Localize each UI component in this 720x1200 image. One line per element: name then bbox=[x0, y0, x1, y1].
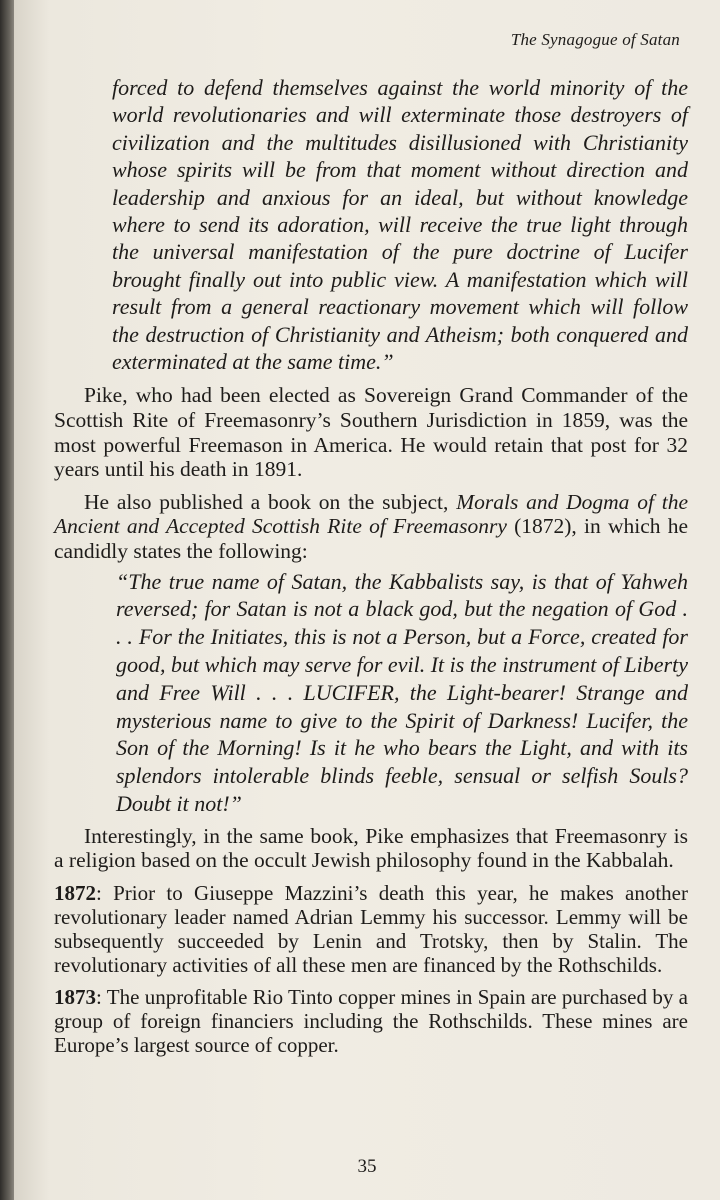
timeline-entry-1873 bbox=[54, 985, 688, 1057]
block-quote-lucifer-doctrine: forced to defend themselves against the world minority of the world revolutionaries and will exterminate those destroyers of civilization and the multitudes disillusioned with Christianity whose spirits will be from that moment without direction and leadership and anxious for an ideal, but without knowledge where to send its adoration, will receive the true light through the universal manifestation of the pure doctrine of Lucifer brought finally out into public view. A manifestation which will result from a general reactionary movement which will follow the destruction of Christianity and Atheism; both conquered and exterminated at the same time.” bbox=[112, 75, 688, 375]
timeline-entry-1872 bbox=[54, 881, 688, 977]
paragraph-freemasonry-religion: Interestingly, in the same book, Pike emphasizes that Freemasonry is a religion based on the occult Jewish philosophy found in the Kabbalah. bbox=[54, 823, 688, 873]
running-head: The Synagogue of Satan bbox=[510, 30, 680, 49]
paragraph-pike-grand-commander: Pike, who had been elected as Sovereign Grand Commander of the Scottish Rite of Freemasonry’s Southern Jurisdiction in 1859, was the most powerful Freemason in America. He would retain that post for 32 years until his death in 1891. bbox=[54, 383, 688, 482]
page-body bbox=[54, 74, 688, 1057]
paragraph-text-before: He also published a book on the subject, bbox=[84, 489, 457, 514]
page-number: 35 bbox=[357, 1156, 377, 1177]
paragraph-text-after: (1872), in which he candidly states the following: bbox=[54, 514, 688, 564]
paragraph-morals-and-dogma bbox=[54, 490, 688, 564]
entry-text: : The unprofitable Rio Tinto copper mines in Spain are purchased by a group of foreign financiers including the Rothschilds. These mines are Europe’s largest source of copper. bbox=[54, 984, 688, 1057]
book-page bbox=[14, 0, 720, 1200]
entry-year: 1873 bbox=[54, 984, 96, 1009]
block-quote-satan-name: “The true name of Satan, the Kabbalists say, is that of Yahweh reversed; for Satan is not a black god, but the negation of God . . . For the Initiates, this is not a Person, but a Force, created for good, but which may serve for evil. It is the instrument of Liberty and Free Will . . . LUCIFER, the Light-bearer! Strange and mysterious name to give to the Spirit of Darkness! Lucifer, the Son of the Morning! Is it he who bears the Light, and with its splendors intolerable blinds feeble, sensual or selfish Souls? Doubt it not!” bbox=[116, 568, 688, 816]
book-title: Morals and Dogma of the Ancient and Accepted Scottish Rite of Freemasonry bbox=[54, 489, 688, 539]
entry-year: 1872 bbox=[54, 880, 96, 905]
entry-text: : Prior to Giuseppe Mazzini’s death this year, he makes another revolutionary leader named Adrian Lemmy his successor. Lemmy will be subsequently succeeded by Lenin and Trotsky, then by Stalin. The revolutionary activities of all these men are financed by the Rothschilds. bbox=[54, 880, 688, 977]
